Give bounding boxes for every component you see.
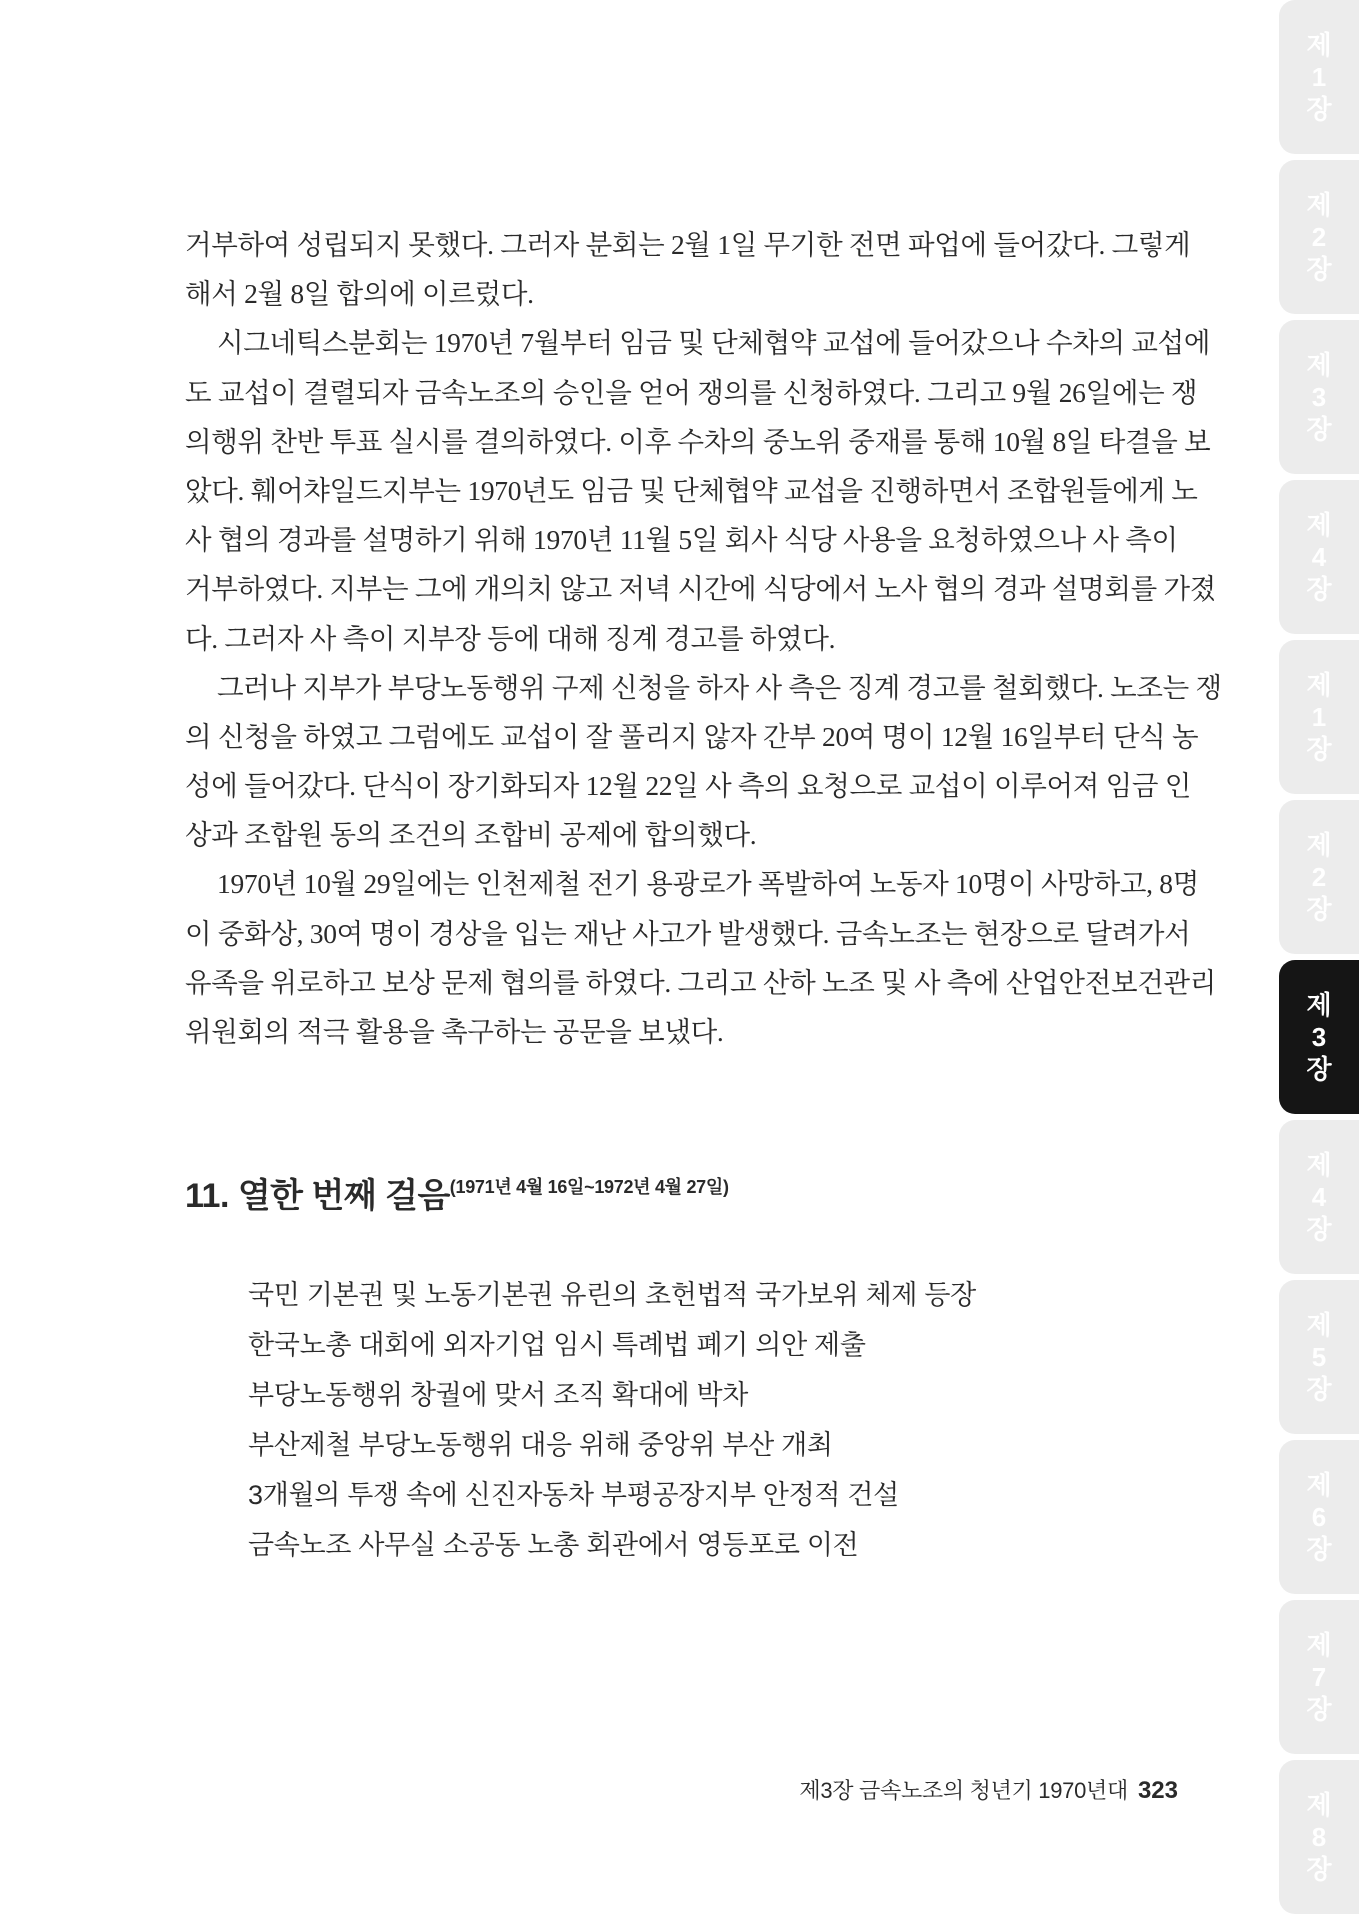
body-line: 해서 2월 8일 합의에 이르렀다. — [185, 278, 534, 310]
section-title: 11. 열한 번째 걸음 — [185, 1177, 450, 1215]
tab-line: 장 — [1306, 574, 1332, 604]
tab-number: 4 — [1311, 1182, 1327, 1212]
body-line: 의행위 찬반 투표 실시를 결의하였다. 이후 수차의 중노위 중재를 통해 10월 8일 타결을 보 — [185, 425, 1211, 457]
tab-number: 1 — [1311, 702, 1327, 732]
tab-number: 5 — [1311, 1342, 1327, 1372]
tab-line: 장 — [1306, 254, 1332, 284]
tab-line: 장 — [1306, 1054, 1332, 1084]
body-line: 사 협의 경과를 설명하기 위해 1970년 11월 5일 회사 식당 사용을 요청하였으나 사 측이 — [185, 524, 1178, 556]
page-number: 323 — [1137, 1777, 1178, 1804]
chapter-tab[interactable] — [1279, 160, 1359, 314]
tab-number: 8 — [1311, 1822, 1327, 1852]
chapter-tab[interactable] — [1279, 1280, 1359, 1434]
section-date-range: (1971년 4월 16일~1972년 4월 27일) — [449, 1177, 729, 1197]
chapter-tabs — [1279, 0, 1359, 1920]
chapter-tab[interactable] — [1279, 1120, 1359, 1274]
chapter-tab[interactable] — [1279, 640, 1359, 794]
body-line: 거부하여 성립되지 못했다. 그러자 분회는 2월 1일 무기한 전면 파업에 들어갔다. 그렇게 — [185, 229, 1191, 260]
summary-list — [248, 1270, 976, 1570]
summary-item: 부당노동행위 창궐에 맞서 조직 확대에 박차 — [248, 1380, 749, 1410]
section-heading — [185, 1168, 729, 1217]
tab-line: 장 — [1306, 1534, 1332, 1564]
tab-line: 장 — [1306, 734, 1332, 764]
running-title: 제3장 금속노조의 청년기 1970년대 — [799, 1778, 1128, 1803]
tab-line: 제 — [1306, 990, 1332, 1020]
body-line: 거부하였다. 지부는 그에 개의치 않고 저녁 시간에 식당에서 노사 협의 경과 설명회를 가졌 — [185, 573, 1217, 605]
tab-line: 장 — [1306, 1214, 1332, 1244]
body-line: 도 교섭이 결렬되자 금속노조의 승인을 얻어 쟁의를 신청하였다. 그리고 9월 26일에는 쟁 — [185, 376, 1198, 408]
chapter-tab[interactable] — [1279, 1440, 1359, 1594]
tab-line: 장 — [1306, 894, 1332, 924]
tab-number: 3 — [1311, 1022, 1327, 1052]
tab-line: 장 — [1306, 94, 1332, 124]
tab-line: 장 — [1306, 414, 1332, 444]
tab-line: 제 — [1306, 1150, 1332, 1180]
body-line: 그러나 지부가 부당노동행위 구제 신청을 하자 사 측은 징계 경고를 철회했다. 노조는 쟁 — [217, 671, 1222, 703]
tab-number: 1 — [1311, 62, 1327, 92]
chapter-tab-active[interactable] — [1279, 960, 1359, 1114]
body-line: 1970년 10월 29일에는 인천제철 전기 용광로가 폭발하여 노동자 10명이 사망하고, 8명 — [217, 868, 1199, 900]
body-line: 위원회의 적극 활용을 촉구하는 공문을 보냈다. — [185, 1016, 724, 1047]
tab-line: 제 — [1306, 1310, 1332, 1340]
chapter-tab[interactable] — [1279, 480, 1359, 634]
tab-line: 장 — [1306, 1374, 1332, 1404]
chapter-tab[interactable] — [1279, 1760, 1359, 1914]
chapter-tab[interactable] — [1279, 320, 1359, 474]
chapter-tab[interactable] — [1279, 0, 1359, 154]
tab-number: 4 — [1311, 542, 1327, 572]
tab-line: 제 — [1306, 510, 1332, 540]
body-line: 시그네틱스분회는 1970년 7월부터 임금 및 단체협약 교섭에 들어갔으나 수차의 교섭에 — [217, 327, 1211, 359]
tab-line: 제 — [1306, 1470, 1332, 1500]
tab-line: 제 — [1306, 1790, 1332, 1820]
tab-line: 장 — [1306, 1694, 1332, 1724]
summary-item: 금속노조 사무실 소공동 노총 회관에서 영등포로 이전 — [248, 1530, 859, 1560]
tab-number: 2 — [1311, 862, 1327, 892]
tab-number: 2 — [1311, 222, 1327, 252]
body-line: 이 중화상, 30여 명이 경상을 입는 재난 사고가 발생했다. 금속노조는 현장으로 달려가서 — [185, 917, 1191, 949]
tab-number: 3 — [1311, 382, 1327, 412]
summary-item: 국민 기본권 및 노동기본권 유린의 초헌법적 국가보위 체제 등장 — [248, 1280, 976, 1310]
summary-item: 부산제철 부당노동행위 대응 위해 중앙위 부산 개최 — [248, 1430, 833, 1460]
body-line: 유족을 위로하고 보상 문제 협의를 하였다. 그리고 산하 노조 및 사 측에 산업안전보건관리 — [185, 966, 1217, 998]
body-line: 다. 그러자 사 측이 지부장 등에 대해 징계 경고를 하였다. — [185, 622, 836, 654]
tab-line: 제 — [1306, 830, 1332, 860]
tab-number: 6 — [1311, 1502, 1327, 1532]
page-footer — [799, 1774, 1178, 1805]
body-line: 성에 들어갔다. 단식이 장기화되자 12월 22일 사 측의 요청으로 교섭이 이루어져 임금 인 — [185, 770, 1192, 802]
body-line: 의 신청을 하였고 그럼에도 교섭이 잘 풀리지 않자 간부 20여 명이 12월 16일부터 단식 농 — [185, 720, 1199, 752]
tab-line: 제 — [1306, 350, 1332, 380]
chapter-tab[interactable] — [1279, 1600, 1359, 1754]
tab-line: 장 — [1306, 1854, 1332, 1884]
body-line: 상과 조합원 동의 조건의 조합비 공제에 합의했다. — [185, 819, 757, 851]
tab-number: 7 — [1311, 1662, 1327, 1692]
body-line: 았다. 훼어챠일드지부는 1970년도 임금 및 단체협약 교섭을 진행하면서 조합원들에게 노 — [185, 474, 1198, 506]
tab-line: 제 — [1306, 670, 1332, 700]
summary-item: 한국노총 대회에 외자기업 임시 특례법 폐기 의안 제출 — [248, 1330, 866, 1360]
body-text — [185, 220, 1222, 1056]
tab-line: 제 — [1306, 190, 1332, 220]
summary-item: 3개월의 투쟁 속에 신진자동차 부평공장지부 안정적 건설 — [248, 1480, 899, 1510]
chapter-tab[interactable] — [1279, 800, 1359, 954]
tab-line: 제 — [1306, 1630, 1332, 1660]
tab-line: 제 — [1306, 30, 1332, 60]
